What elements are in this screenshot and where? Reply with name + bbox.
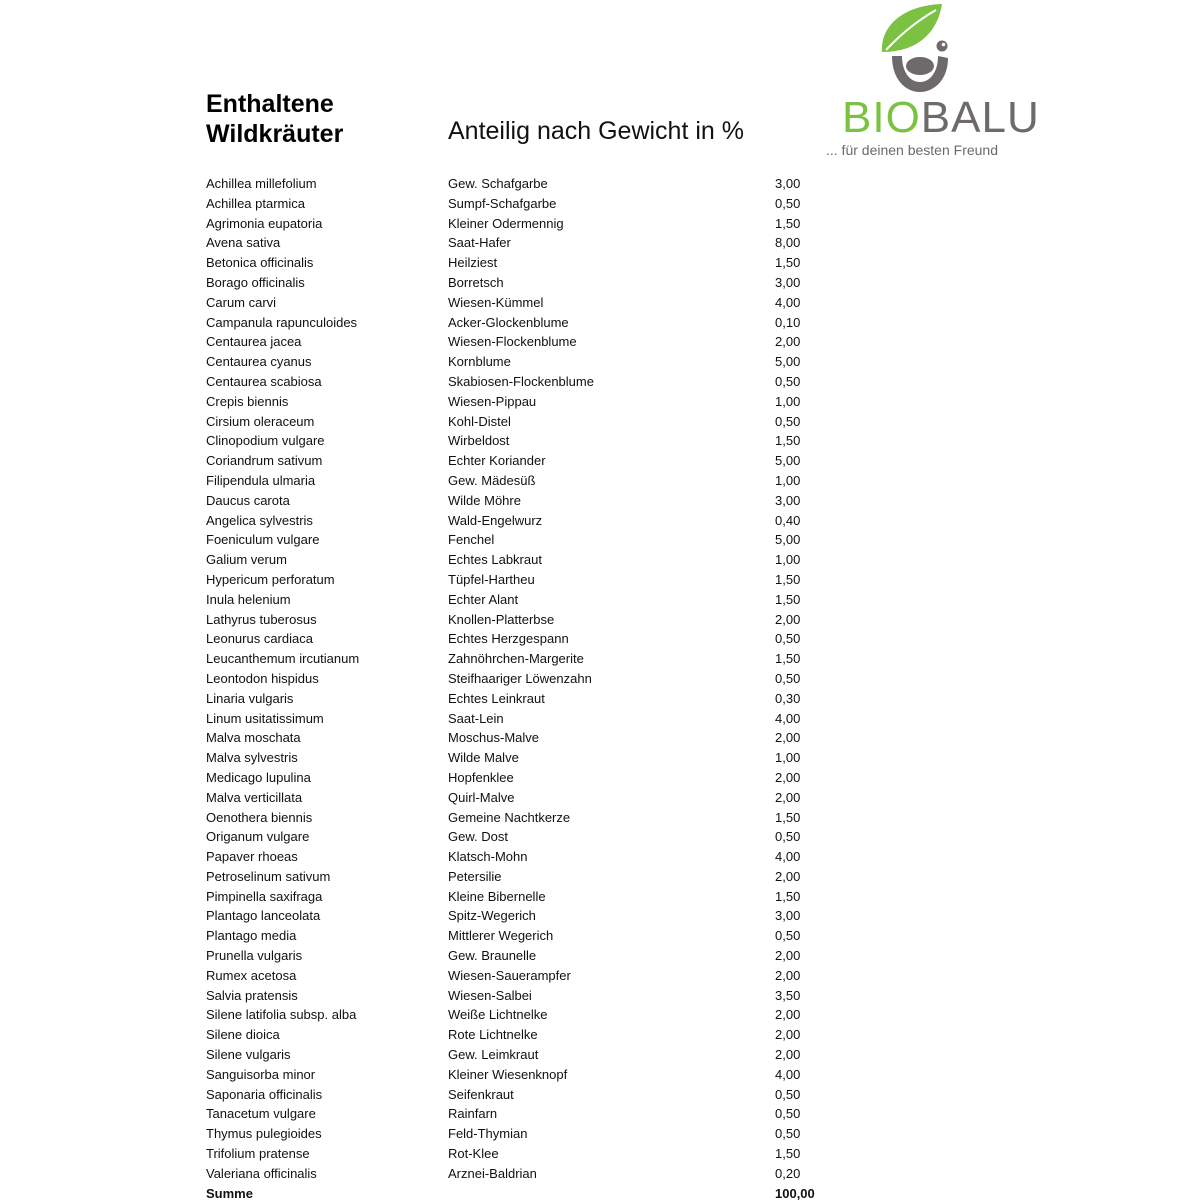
table-row xyxy=(0,194,1200,214)
table-row xyxy=(0,431,1200,451)
latin-name: Galium verum xyxy=(206,552,287,568)
summary-label: Summe xyxy=(206,1185,253,1201)
summary-value: 100,00 xyxy=(775,1185,815,1201)
latin-name: Campanula rapunculoides xyxy=(206,314,358,330)
latin-name: Leontodon hispidus xyxy=(206,670,319,686)
german-name: Feld-Thymian xyxy=(448,1126,528,1142)
german-name: Gew. Schafgarbe xyxy=(448,176,548,191)
percentage-value: 1,50 xyxy=(775,888,801,904)
column-heading-percentage: Anteilig nach Gewicht in % xyxy=(448,117,744,145)
table-row xyxy=(0,926,1200,946)
percentage-value: 1,50 xyxy=(775,809,801,825)
german-name: Knollen-Platterbse xyxy=(448,611,555,627)
percentage-value: 0,50 xyxy=(775,928,801,944)
logo-tagline: ... für deinen besten Freund xyxy=(826,142,998,158)
german-name: Echter Alant xyxy=(448,591,519,607)
latin-name: Medicago lupulina xyxy=(206,769,311,785)
summary-row xyxy=(0,1184,1200,1203)
latin-name: Saponaria officinalis xyxy=(206,1086,323,1102)
latin-name: Plantago media xyxy=(206,928,297,944)
percentage-value: 1,00 xyxy=(775,552,801,568)
table-row xyxy=(0,511,1200,531)
latin-name: Centaurea scabiosa xyxy=(206,373,322,389)
latin-name: Linaria vulgaris xyxy=(206,690,294,706)
latin-name: Silene vulgaris xyxy=(206,1047,291,1063)
german-name: Wiesen-Kümmel xyxy=(448,294,544,310)
german-name: Wald-Engelwurz xyxy=(448,512,543,528)
table-row xyxy=(0,808,1200,828)
percentage-value: 1,50 xyxy=(775,651,801,667)
german-name: Weiße Lichtnelke xyxy=(448,1007,548,1023)
latin-name: Clinopodium vulgare xyxy=(206,433,325,449)
german-name: Mittlerer Wegerich xyxy=(448,928,554,944)
latin-name: Angelica sylvestris xyxy=(206,512,313,528)
latin-name: Sanguisorba minor xyxy=(206,1066,316,1082)
percentage-value: 2,00 xyxy=(775,789,801,805)
percentage-value: 0,50 xyxy=(775,670,801,686)
percentage-value: 5,00 xyxy=(775,354,801,370)
logo-wordmark: BIOBALU xyxy=(842,93,1040,142)
german-name: Spitz-Wegerich xyxy=(448,908,536,924)
latin-name: Cirsium oleraceum xyxy=(206,413,315,429)
table-row xyxy=(0,768,1200,788)
german-name: Echtes Herzgespann xyxy=(448,631,569,647)
german-name: Heilziest xyxy=(448,255,498,271)
german-name: Rainfarn xyxy=(448,1106,498,1122)
table-row xyxy=(0,392,1200,412)
table-row xyxy=(0,748,1200,768)
latin-name: Oenothera biennis xyxy=(206,809,313,825)
percentage-value: 0,20 xyxy=(775,1165,801,1181)
german-name: Wilde Möhre xyxy=(448,492,521,508)
german-name: Tüpfel-Hartheu xyxy=(448,571,535,587)
percentage-value: 1,50 xyxy=(775,1146,801,1162)
percentage-value: 2,00 xyxy=(775,967,801,983)
percentage-value: 8,00 xyxy=(775,235,801,251)
table-row xyxy=(0,530,1200,550)
latin-name: Salvia pratensis xyxy=(206,987,298,1003)
table-row xyxy=(0,649,1200,669)
table-row xyxy=(0,233,1200,253)
table-row xyxy=(0,352,1200,372)
german-name: Wiesen-Pippau xyxy=(448,393,537,409)
table-row xyxy=(0,550,1200,570)
percentage-value: 2,00 xyxy=(775,948,801,964)
german-name: Gemeine Nachtkerze xyxy=(448,809,571,825)
latin-name: Achillea ptarmica xyxy=(206,195,305,211)
leaf-dog-icon xyxy=(820,0,1020,100)
latin-name: Achillea millefolium xyxy=(206,176,317,191)
percentage-value: 1,50 xyxy=(775,215,801,231)
german-name: Acker-Glockenblume xyxy=(448,314,569,330)
german-name: Klatsch-Mohn xyxy=(448,849,528,865)
table-row xyxy=(0,906,1200,926)
table-row xyxy=(0,1025,1200,1045)
latin-name: Agrimonia eupatoria xyxy=(206,215,323,231)
latin-name: Inula helenium xyxy=(206,591,291,607)
percentage-value: 1,00 xyxy=(775,472,801,488)
german-name: Sumpf-Schafgarbe xyxy=(448,195,557,211)
table-row xyxy=(0,610,1200,630)
german-name: Steifhaariger Löwenzahn xyxy=(448,670,592,686)
german-name: Gew. Mädesüß xyxy=(448,472,536,488)
latin-name: Rumex acetosa xyxy=(206,967,297,983)
latin-name: Silene dioica xyxy=(206,1027,280,1043)
table-row xyxy=(0,471,1200,491)
herb-table xyxy=(0,174,1200,1203)
table-row xyxy=(0,1104,1200,1124)
percentage-value: 2,00 xyxy=(775,868,801,884)
latin-name: Crepis biennis xyxy=(206,393,289,409)
table-row xyxy=(0,1124,1200,1144)
table-row xyxy=(0,1144,1200,1164)
latin-name: Centaurea cyanus xyxy=(206,354,312,370)
percentage-value: 1,50 xyxy=(775,571,801,587)
german-name: Skabiosen-Flockenblume xyxy=(448,373,594,389)
percentage-value: 2,00 xyxy=(775,769,801,785)
german-name: Seifenkraut xyxy=(448,1086,514,1102)
german-name: Quirl-Malve xyxy=(448,789,515,805)
table-row xyxy=(0,570,1200,590)
percentage-value: 5,00 xyxy=(775,453,801,469)
latin-name: Tanacetum vulgare xyxy=(206,1106,316,1122)
table-row xyxy=(0,728,1200,748)
table-row xyxy=(0,847,1200,867)
percentage-value: 1,00 xyxy=(775,393,801,409)
german-name: Echtes Labkraut xyxy=(448,552,542,568)
german-name: Kleiner Odermennig xyxy=(448,215,564,231)
table-row xyxy=(0,1085,1200,1105)
percentage-value: 0,40 xyxy=(775,512,801,528)
latin-name: Prunella vulgaris xyxy=(206,948,303,964)
latin-name: Lathyrus tuberosus xyxy=(206,611,317,627)
percentage-value: 0,50 xyxy=(775,1086,801,1102)
german-name: Borretsch xyxy=(448,274,504,290)
percentage-value: 0,50 xyxy=(775,1106,801,1122)
latin-name: Malva moschata xyxy=(206,730,301,746)
table-row xyxy=(0,788,1200,808)
latin-name: Pimpinella saxifraga xyxy=(206,888,323,904)
page-title-line-2: Wildkräuter xyxy=(206,120,344,148)
latin-name: Foeniculum vulgare xyxy=(206,532,320,548)
german-name: Wilde Malve xyxy=(448,750,519,766)
table-row xyxy=(0,451,1200,471)
percentage-value: 4,00 xyxy=(775,294,801,310)
table-row xyxy=(0,174,1200,194)
german-name: Moschus-Malve xyxy=(448,730,540,746)
percentage-value: 1,50 xyxy=(775,591,801,607)
percentage-value: 2,00 xyxy=(775,730,801,746)
german-name: Gew. Leimkraut xyxy=(448,1047,539,1063)
page-title-line-1: Enthaltene xyxy=(206,90,334,118)
german-name: Gew. Braunelle xyxy=(448,948,537,964)
german-name: Zahnöhrchen-Margerite xyxy=(448,651,584,667)
percentage-value: 3,00 xyxy=(775,274,801,290)
table-row xyxy=(0,253,1200,273)
table-row xyxy=(0,273,1200,293)
german-name: Gew. Dost xyxy=(448,829,508,845)
latin-name: Malva verticillata xyxy=(206,789,303,805)
german-name: Kornblume xyxy=(448,354,511,370)
table-row xyxy=(0,590,1200,610)
table-row xyxy=(0,1005,1200,1025)
table-row xyxy=(0,293,1200,313)
table-row xyxy=(0,986,1200,1006)
percentage-value: 3,00 xyxy=(775,908,801,924)
table-row xyxy=(0,214,1200,234)
table-row xyxy=(0,827,1200,847)
latin-name: Linum usitatissimum xyxy=(206,710,324,726)
table-row xyxy=(0,1045,1200,1065)
table-row xyxy=(0,372,1200,392)
latin-name: Papaver rhoeas xyxy=(206,849,298,865)
page-title xyxy=(206,89,343,149)
percentage-value: 1,00 xyxy=(775,750,801,766)
german-name: Saat-Lein xyxy=(448,710,504,726)
percentage-value: 2,00 xyxy=(775,1027,801,1043)
table-row xyxy=(0,1065,1200,1085)
german-name: Fenchel xyxy=(448,532,495,548)
german-name: Rot-Klee xyxy=(448,1146,499,1162)
latin-name: Hypericum perforatum xyxy=(206,571,335,587)
percentage-value: 0,50 xyxy=(775,195,801,211)
latin-name: Trifolium pratense xyxy=(206,1146,310,1162)
latin-name: Coriandrum sativum xyxy=(206,453,323,469)
german-name: Petersilie xyxy=(448,868,502,884)
percentage-value: 1,50 xyxy=(775,433,801,449)
latin-name: Carum carvi xyxy=(206,294,277,310)
percentage-value: 2,00 xyxy=(775,1047,801,1063)
german-name: Wiesen-Sauerampfer xyxy=(448,967,571,983)
latin-name: Borago officinalis xyxy=(206,274,305,290)
percentage-value: 3,00 xyxy=(775,492,801,508)
percentage-value: 1,50 xyxy=(775,255,801,271)
percentage-value: 4,00 xyxy=(775,849,801,865)
table-row xyxy=(0,867,1200,887)
latin-name: Leonurus cardiaca xyxy=(206,631,313,647)
german-name: Hopfenklee xyxy=(448,769,514,785)
percentage-value: 2,00 xyxy=(775,1007,801,1023)
table-row xyxy=(0,689,1200,709)
german-name: Wiesen-Salbei xyxy=(448,987,532,1003)
table-row xyxy=(0,966,1200,986)
percentage-value: 4,00 xyxy=(775,710,801,726)
table-row xyxy=(0,313,1200,333)
latin-name: Origanum vulgare xyxy=(206,829,310,845)
percentage-value: 0,50 xyxy=(775,373,801,389)
latin-name: Filipendula ulmaria xyxy=(206,472,316,488)
table-row xyxy=(0,412,1200,432)
biobalu-logo xyxy=(820,0,1040,165)
percentage-value: 0,50 xyxy=(775,1126,801,1142)
table-row xyxy=(0,332,1200,352)
latin-name: Daucus carota xyxy=(206,492,290,508)
table-row xyxy=(0,1164,1200,1184)
latin-name: Centaurea jacea xyxy=(206,334,302,350)
table-row xyxy=(0,709,1200,729)
percentage-value: 3,50 xyxy=(775,987,801,1003)
latin-name: Malva sylvestris xyxy=(206,750,298,766)
german-name: Kleine Bibernelle xyxy=(448,888,546,904)
latin-name: Betonica officinalis xyxy=(206,255,314,271)
percentage-value: 3,00 xyxy=(775,176,801,191)
percentage-value: 4,00 xyxy=(775,1066,801,1082)
german-name: Echtes Leinkraut xyxy=(448,690,545,706)
german-name: Echter Koriander xyxy=(448,453,546,469)
german-name: Kohl-Distel xyxy=(448,413,511,429)
percentage-value: 0,10 xyxy=(775,314,801,330)
percentage-value: 0,50 xyxy=(775,413,801,429)
percentage-value: 2,00 xyxy=(775,334,801,350)
latin-name: Thymus pulegioides xyxy=(206,1126,322,1142)
german-name: Kleiner Wiesenknopf xyxy=(448,1066,568,1082)
latin-name: Leucanthemum ircutianum xyxy=(206,651,360,667)
table-row xyxy=(0,629,1200,649)
latin-name: Silene latifolia subsp. alba xyxy=(206,1007,357,1023)
german-name: Saat-Hafer xyxy=(448,235,511,251)
table-row xyxy=(0,946,1200,966)
latin-name: Avena sativa xyxy=(206,235,281,251)
table-row xyxy=(0,491,1200,511)
german-name: Arznei-Baldrian xyxy=(448,1165,537,1181)
percentage-value: 0,50 xyxy=(775,829,801,845)
percentage-value: 2,00 xyxy=(775,611,801,627)
latin-name: Valeriana officinalis xyxy=(206,1165,317,1181)
table-row xyxy=(0,669,1200,689)
german-name: Wiesen-Flockenblume xyxy=(448,334,577,350)
table-row xyxy=(0,887,1200,907)
latin-name: Petroselinum sativum xyxy=(206,868,331,884)
percentage-value: 0,30 xyxy=(775,690,801,706)
percentage-value: 5,00 xyxy=(775,532,801,548)
german-name: Wirbeldost xyxy=(448,433,510,449)
latin-name: Plantago lanceolata xyxy=(206,908,321,924)
percentage-value: 0,50 xyxy=(775,631,801,647)
german-name: Rote Lichtnelke xyxy=(448,1027,538,1043)
